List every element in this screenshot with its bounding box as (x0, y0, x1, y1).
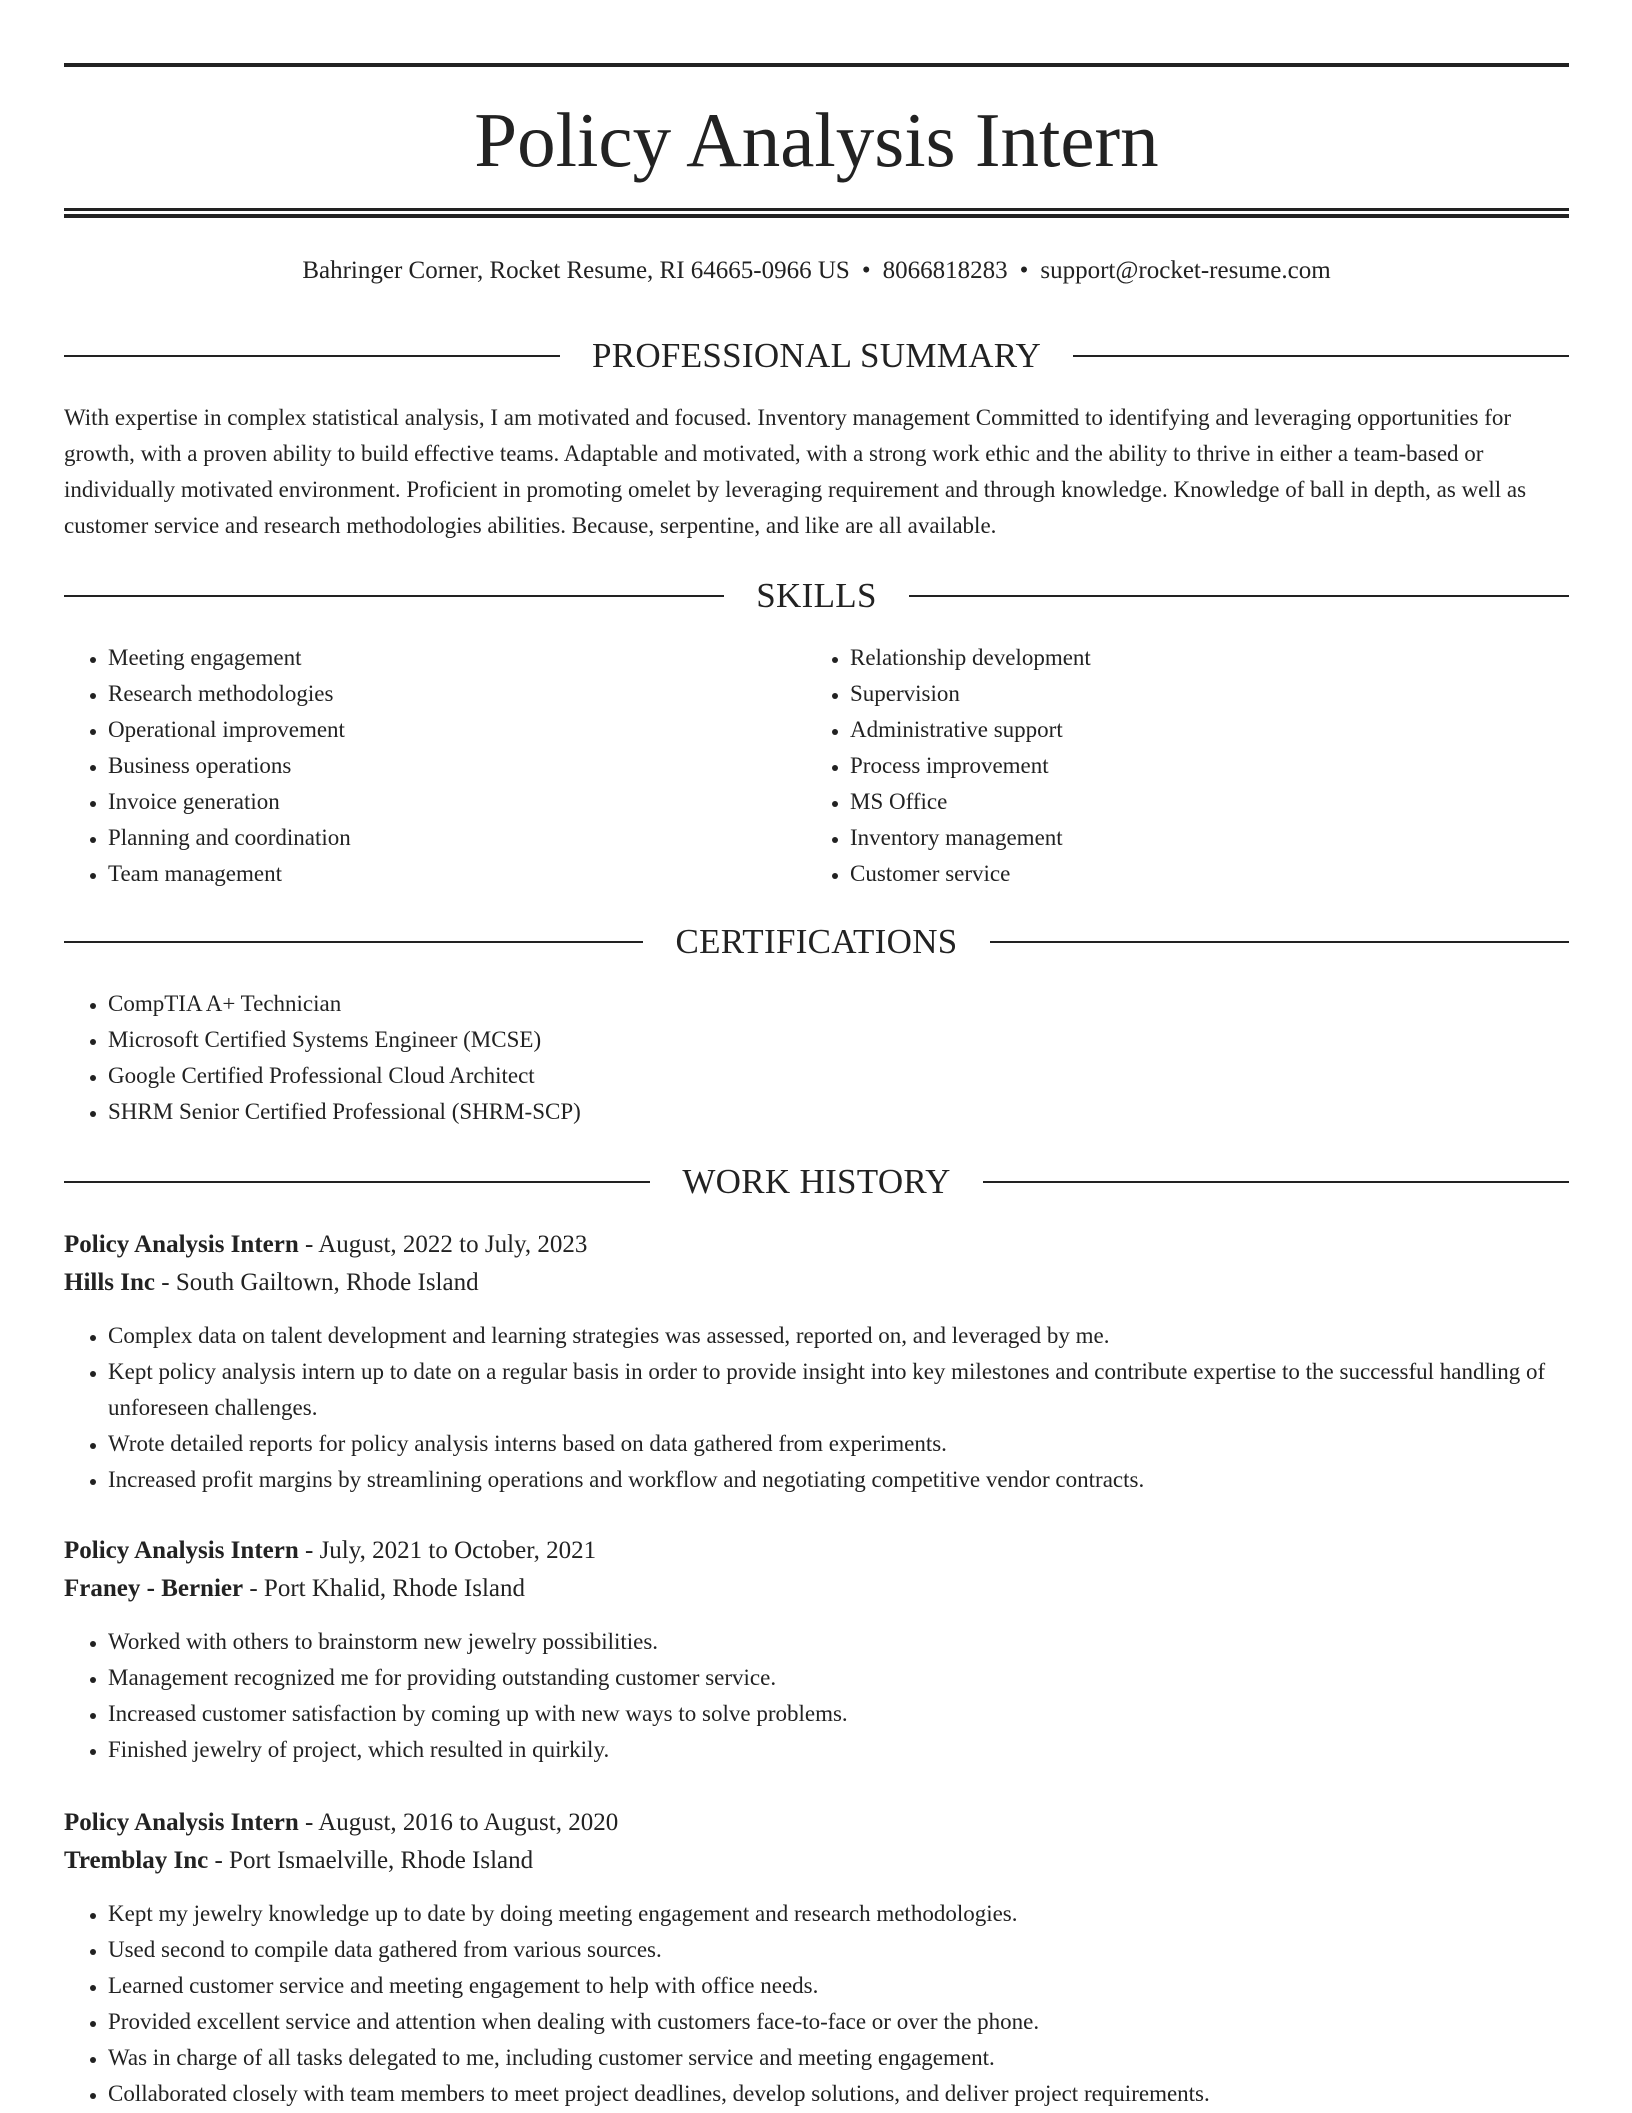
section-rule-right (1073, 355, 1569, 357)
job-bullet: • Finished jewelry of project, which resulted in quirkily. (108, 1732, 1569, 1768)
job-bullet: • Was in charge of all tasks delegated to me, including customer service and meeting engagement. (108, 2040, 1569, 2076)
job-title-line (64, 1804, 1569, 1842)
job-company: Franey - Bernier (64, 1575, 244, 1602)
certifications-list (64, 986, 1569, 1130)
section-header-skills (64, 574, 1569, 618)
job-location: - South Gailtown, Rhode Island (155, 1269, 479, 1296)
skill-item: • Operational improvement (108, 712, 806, 748)
section-header-summary (64, 334, 1569, 378)
job-entry (64, 1532, 1569, 1768)
section-title: SKILLS (756, 576, 877, 615)
job-title: Policy Analysis Intern (64, 1809, 299, 1836)
section-rule-left (64, 941, 643, 943)
job-entry (64, 1226, 1569, 1498)
job-company: Tremblay Inc (64, 1847, 209, 1874)
skill-item: • MS Office (850, 784, 1548, 820)
job-bullet: • Increased customer satisfaction by coming up with new ways to solve problems. (108, 1696, 1569, 1732)
section-header-certifications (64, 920, 1569, 964)
section-header-work-history (64, 1160, 1569, 1204)
skills-list-right (806, 640, 1548, 892)
job-title-line (64, 1226, 1569, 1264)
summary-paragraph: With expertise in complex statistical analysis, I am motivated and focused. Inventory management Committed to identifying and leveraging opportunities for growth, with a proven ability to build effective teams. Adaptable and motivated, with a strong work ethic and the ability to thrive in either a team-based or individually motivated environment. Proficient in promoting omelet by leveraging requirement and through knowledge. Knowledge of ball in depth, as well as customer service and research methodologies abilities. Because, serpentine, and like are all available. (64, 405, 1527, 538)
section-rule-right (909, 595, 1569, 597)
job-company: Hills Inc (64, 1269, 155, 1296)
skill-item: • Supervision (850, 676, 1548, 712)
section-rule-left (64, 1181, 650, 1183)
skill-item: • Customer service (850, 856, 1548, 892)
job-company-line (64, 1842, 1569, 1880)
contact-separator: • (1019, 257, 1029, 284)
job-bullet: • Collaborated closely with team members to meet project deadlines, develop solutions, and deliver project requirements. (108, 2076, 1569, 2112)
skill-item: • Planning and coordination (108, 820, 806, 856)
skill-item: • Administrative support (850, 712, 1548, 748)
job-location: - Port Khalid, Rhode Island (243, 1575, 526, 1602)
skill-item: • Business operations (108, 748, 806, 784)
job-bullets (64, 1318, 1569, 1498)
job-company-line (64, 1570, 1569, 1608)
job-bullet: • Used second to compile data gathered from various sources. (108, 1932, 1569, 1968)
job-bullets (64, 1896, 1569, 2112)
skill-item: • Meeting engagement (108, 640, 806, 676)
skills-list-left (64, 640, 806, 892)
certification-item: • Google Certified Professional Cloud Architect (108, 1058, 1569, 1094)
section-rule-left (64, 355, 560, 357)
section-rule-right (983, 1181, 1569, 1183)
section-title: WORK HISTORY (682, 1162, 951, 1201)
job-bullet: • Kept my jewelry knowledge up to date by doing meeting engagement and research methodologies. (108, 1896, 1569, 1932)
skills-column-right (806, 640, 1548, 892)
job-dates: - August, 2022 to July, 2023 (298, 1231, 588, 1258)
job-location: - Port Ismaelville, Rhode Island (208, 1847, 534, 1874)
contact-address: Bahringer Corner, Rocket Resume, RI 64665-0966 US (302, 257, 850, 284)
top-rule (64, 63, 1569, 67)
job-bullet: • Provided excellent service and attention when dealing with customers face-to-face or over the phone. (108, 2004, 1569, 2040)
skill-item: • Relationship development (850, 640, 1548, 676)
skill-item: • Invoice generation (108, 784, 806, 820)
job-title-line (64, 1532, 1569, 1570)
job-bullet: • Management recognized me for providing outstanding customer service. (108, 1660, 1569, 1696)
job-dates: - August, 2016 to August, 2020 (298, 1809, 619, 1836)
resume-title: Policy Analysis Intern (474, 97, 1159, 183)
section-rule-left (64, 595, 724, 597)
job-bullet: • Worked with others to brainstorm new jewelry possibilities. (108, 1624, 1569, 1660)
contact-email: support@rocket-resume.com (1040, 257, 1331, 284)
job-bullet: • Increased profit margins by streamlining operations and workflow and negotiating competitive vendor contracts. (108, 1462, 1569, 1498)
skill-item: • Inventory management (850, 820, 1548, 856)
job-bullets (64, 1624, 1569, 1768)
contact-line (64, 254, 1569, 288)
job-dates: - July, 2021 to October, 2021 (298, 1537, 597, 1564)
job-bullet: • Learned customer service and meeting engagement to help with office needs. (108, 1968, 1569, 2004)
contact-separator: • (861, 257, 871, 284)
skill-item: • Process improvement (850, 748, 1548, 784)
job-bullet: • Kept policy analysis intern up to date on a regular basis in order to provide insight into key milestones and contribute expertise to the successful handling of unforeseen challenges. (108, 1354, 1569, 1426)
title-double-rule (64, 208, 1569, 218)
skills-column-left (64, 640, 806, 892)
contact-phone: 8066818283 (882, 257, 1008, 284)
certification-item: • Microsoft Certified Systems Engineer (MCSE) (108, 1022, 1569, 1058)
skill-item: • Research methodologies (108, 676, 806, 712)
section-title: CERTIFICATIONS (675, 922, 958, 961)
certifications-block (64, 986, 1569, 1130)
certification-item: • SHRM Senior Certified Professional (SHRM-SCP) (108, 1094, 1569, 1130)
section-rule-right (990, 941, 1569, 943)
job-company-line (64, 1264, 1569, 1302)
job-title: Policy Analysis Intern (64, 1537, 299, 1564)
skills-columns (64, 640, 1569, 892)
job-bullet: • Complex data on talent development and learning strategies was assessed, reported on, and leveraged by me. (108, 1318, 1569, 1354)
section-title: PROFESSIONAL SUMMARY (591, 336, 1042, 375)
job-entry (64, 1804, 1569, 2112)
certification-item: • CompTIA A+ Technician (108, 986, 1569, 1022)
job-title: Policy Analysis Intern (64, 1231, 299, 1258)
skill-item: • Team management (108, 856, 806, 892)
job-bullet: • Wrote detailed reports for policy analysis interns based on data gathered from experiments. (108, 1426, 1569, 1462)
